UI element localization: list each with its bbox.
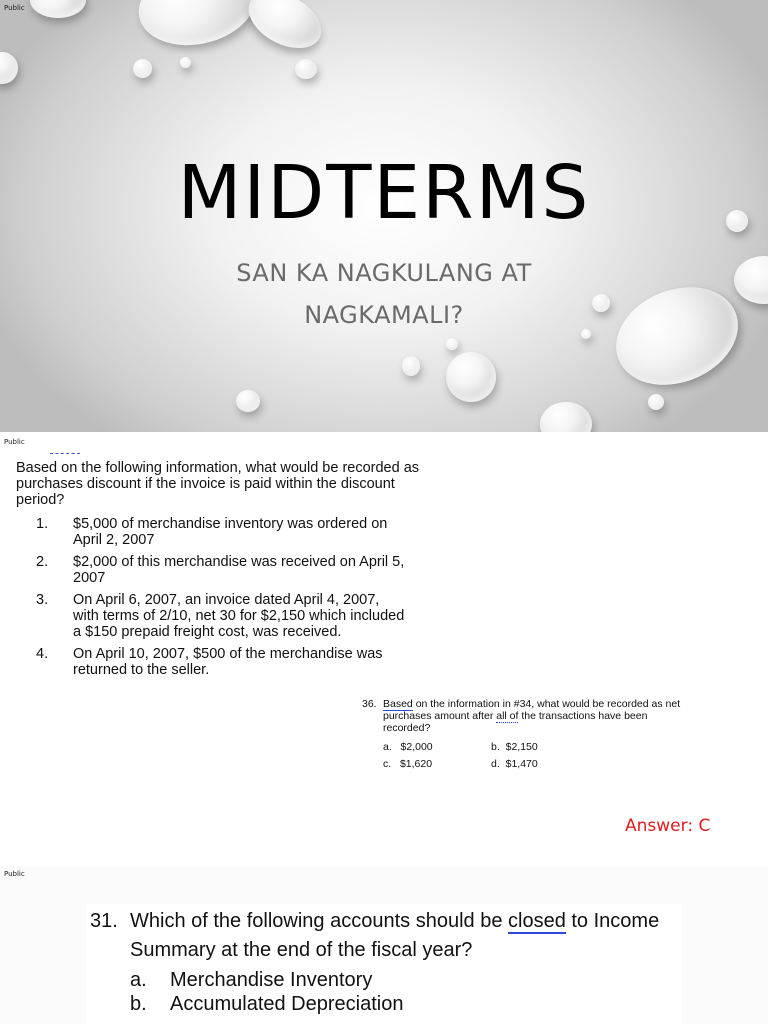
water-drop-decoration [601,270,752,403]
public-tag: Public [4,438,25,446]
slide-question-purchases [0,432,768,866]
water-drop-decoration [446,338,458,350]
question-text: Based on the information in #34, what would be recorded as net purchases amount after all of the transactions have been recorded? [383,698,681,734]
water-drop-decoration [402,356,420,376]
water-drop-decoration [239,0,330,60]
list-item: 2. $2,000 of this merchandise was received on April 5, 2007 [36,554,405,586]
water-drop-decoration [648,394,664,410]
option-c: c. $1,620 [383,758,433,770]
water-drop-decoration [133,59,152,78]
question-31 [90,907,680,965]
answer-label: Answer: C [625,816,711,836]
public-tag: Public [4,4,25,12]
water-drop-decoration [30,0,86,18]
slide-title [0,0,768,432]
option-a: a. $2,000 [383,741,433,753]
water-drop-decoration [180,57,191,68]
question-intro: Based on the following information, what would be recorded as purchases discount if the invoice is paid within the discount period? [16,460,420,508]
option-b: b. Accumulated Depreciation [130,993,404,1015]
question-number: 31. [90,910,118,932]
option-d: d. $1,470 [491,758,538,770]
list-item: 4. On April 10, 2007, $500 of the merchandise was returned to the seller. [36,646,383,678]
water-drop-decoration [592,294,610,312]
list-item: 3. On April 6, 2007, an invoice dated April 4, 2007, with terms of 2/10, net 30 for $2,150 which included a $150 prepaid freight cost, was received. [36,592,405,640]
water-drop-decoration [540,402,592,432]
water-drop-decoration [446,352,496,402]
list-item: 1. $5,000 of merchandise inventory was ordered on April 2, 2007 [36,516,388,548]
subtitle-line-2: NAGKAMALI? [304,301,464,329]
question-number: 36. [362,698,377,710]
water-drop-decoration [236,390,260,412]
slide-subtitle [184,252,584,336]
water-drop-decoration [131,0,263,55]
answer-options [130,968,403,1016]
slide-title-heading: MIDTERMS [177,150,591,236]
public-tag: Public [4,870,25,878]
question-36 [362,698,682,734]
transaction-list [36,516,406,684]
water-drop-decoration [0,52,18,84]
subtitle-line-1: SAN KA NAGKULANG AT [236,259,532,287]
question-text: Which of the following accounts should be closed to Income Summary at the end of the fiscal year? [130,910,660,961]
option-a: a. Merchandise Inventory [130,969,373,991]
water-drop-decoration [734,256,768,304]
option-b: b. $2,150 [491,741,538,753]
dashed-mark [50,453,80,454]
water-drop-decoration [295,59,317,79]
slide-question-31 [0,866,768,1024]
